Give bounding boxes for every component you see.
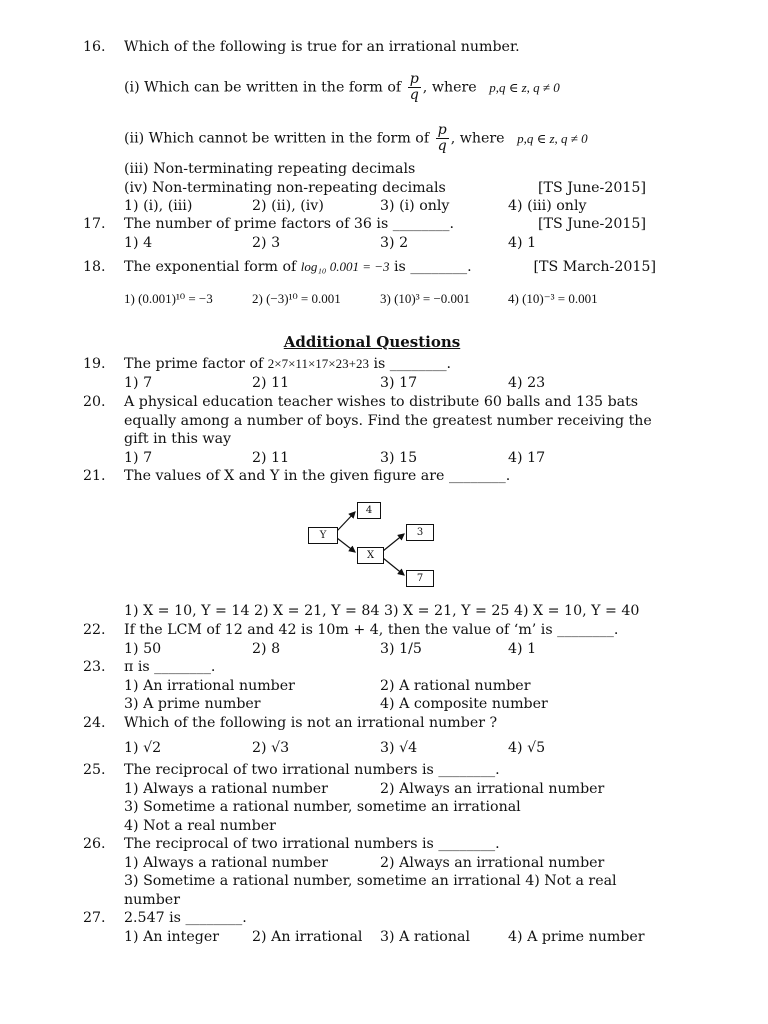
question-number: 27.: [83, 910, 106, 926]
question-stem: The reciprocal of two irrational numbers is ________.: [124, 762, 500, 778]
arrow-y-to-x: [337, 538, 355, 552]
question-stem: The reciprocal of two irrational numbers is ________.: [124, 836, 500, 852]
question-number: 18.: [83, 259, 106, 275]
option: 4) 1: [508, 234, 537, 251]
option: 1) (i), (iii): [124, 198, 193, 214]
statement-text: (ii) Which cannot be written in the form of: [124, 130, 430, 147]
math-expression: log₁₀ 0.001 = −3: [300, 259, 390, 274]
option: 2) 3: [252, 234, 281, 251]
option: 1) Always a rational number: [124, 854, 328, 871]
question-number: 20.: [83, 394, 106, 410]
option: 4) 1: [508, 640, 537, 657]
node-3: 3: [406, 524, 434, 541]
question-number: 17.: [83, 216, 106, 232]
option: 3) Sometime a rational number, sometime an irrational 4) Not a real: [124, 873, 617, 889]
option: 2) 11: [252, 374, 290, 391]
question-number: 23.: [83, 659, 106, 675]
options-row: [124, 197, 664, 216]
question-number: 26.: [83, 836, 106, 852]
option: 3) 17: [380, 374, 418, 391]
arrow-x-to-3: [383, 534, 404, 551]
question-stem: Which of the following is true for an irrational number.: [124, 39, 520, 55]
option: 1) 7: [124, 449, 153, 466]
arrow-x-to-7: [383, 558, 404, 575]
option: 1) An integer: [124, 928, 219, 945]
option: 1) Always a rational number: [124, 780, 328, 797]
option: 2) (ii), (iv): [252, 198, 324, 214]
condition-math: p,q ∈ z, q ≠ 0: [489, 79, 560, 95]
question-stem: π is ________.: [124, 659, 216, 675]
options-row: [124, 854, 664, 873]
question-stem: The values of X and Y in the given figure are ________.: [124, 468, 511, 484]
condition-math: p,q ∈ z, q ≠ 0: [517, 130, 588, 146]
option: 4) (10)⁻³ = 0.001: [508, 291, 598, 306]
option: 3) (i) only: [380, 198, 450, 214]
option: 3) A prime number: [124, 696, 261, 712]
question-number: 25.: [83, 762, 106, 778]
question-stem: A physical education teacher wishes to distribute 60 balls and 135 bats: [124, 394, 639, 410]
options-row: [124, 374, 664, 393]
option: 4) A composite number: [380, 696, 548, 712]
options-row: [124, 449, 664, 468]
question-stem: Which of the following is not an irrational number ?: [124, 715, 498, 731]
options-row: [124, 677, 664, 696]
option: 3) 15: [380, 449, 418, 466]
question-stem: 2.547 is ________.: [124, 910, 247, 926]
option: 2) A rational number: [380, 677, 531, 694]
option: 3) 2: [380, 234, 409, 251]
option: 1) √2: [124, 740, 162, 756]
fraction-p-over-q: $\frac{p}{q}$: [409, 71, 419, 103]
option: 4) 17: [508, 449, 546, 466]
node-7: 7: [406, 570, 434, 587]
option: 3) Sometime a rational number, sometime an irrational: [124, 799, 521, 815]
option: 4) A prime number: [508, 928, 645, 945]
fraction-p-over-q: $\frac{p}{q}$: [437, 122, 447, 154]
question-number: 22.: [83, 622, 106, 638]
exam-source: [TS June-2015]: [537, 179, 646, 196]
question-stem: The exponential form of: [124, 259, 297, 275]
option: number: [124, 891, 180, 908]
options-row: [124, 234, 664, 253]
option: 4) √5: [508, 740, 546, 756]
option: 1) 7: [124, 374, 153, 391]
option: 2) 11: [252, 449, 290, 466]
math-expression: 2×7×11×17×23+23: [267, 356, 369, 371]
question-number: 19.: [83, 356, 106, 372]
statement-text: (iv) Non-terminating non-repeating decimals: [124, 179, 446, 196]
question-stem: If the LCM of 12 and 42 is 10m + 4, then the value of ‘m’ is ________.: [124, 622, 619, 638]
option: 1) (0.001)¹⁰ = −3: [124, 291, 213, 306]
option: 3) 1/5: [380, 640, 422, 657]
question-stem: gift in this way: [124, 431, 232, 447]
options-row: 1) X = 10, Y = 14 2) X = 21, Y = 84 3) X = 21, Y = 25 4) X = 10, Y = 40: [124, 603, 640, 619]
options-row: [124, 640, 664, 659]
options-row: [124, 928, 664, 947]
arrow-y-to-4: [337, 512, 355, 531]
option: 1) 4: [124, 234, 153, 251]
statement-text: (iii) Non-terminating repeating decimals: [124, 161, 416, 177]
node-x: X: [357, 547, 384, 564]
node-y: Y: [308, 527, 338, 544]
exam-source: [TS March-2015]: [533, 259, 656, 275]
question-stem: equally among a number of boys. Find the greatest number receiving the: [124, 412, 652, 429]
option: 4) (iii) only: [508, 198, 587, 214]
question-page: 16. Which of the following is true for an irrational number. (i) Which can be written in the form of $\frac{p}{q}$ , where p,q ∈ z, q ≠ 0 (ii) Which cannot be written in the form of $\frac{p}{q}$ , where p,q ∈ z, q ≠ 0 (iii) Non-terminating repeating decimals (iv) Non-terminating non-repeating decimals [TS June-2015] 1) (i), (iii) 2) (ii), (iv) 3) (i) only 4) (iii) only 17. The number of prime factors of 36 is ________. [TS June-2015] 1) 4 2) 3 3) 2 4) 1 18. The exponential form of log₁₀ 0.001 = −3 is ________. [TS March-2015] 1) (0.001)¹⁰ = −3 2) (−3)¹⁰ = 0.001 3) (10)³ = −0.001 4) (10)⁻³ = 0.001 Additional Questions 19. The prime factor of 2×7×11×17×23+23 is ________. 1) 7 2) 11 3) 17 4) 23 20. A physical education teacher wishes to distribute 60 balls and 135 bats equally among a number of boys. Find the greatest number receiving the gift in this way 1) 7 2) 11 3) 15 4) 17 21. The values of X and Y in the given figure are ________. Y 4 X 3 7 1) X = 10, Y = 14 2) X = 21, Y = 84 3) X = 21, Y = 25 4) X = 10, Y = 40 22. If the LCM of 12 and 42 is 10m + 4, then the value of ‘m’ is ________. 1) 50 2) 8 3) 1/5 4) 1 23. π is ________. 1) An irrational number 2) A rational number 3) A prime number 4) A composite number 24. Which of the following is not an irrational number ? 1) √2 2) √3 3) √4 4) √5 25. The reciprocal of two irrational numbers is ________. 1) Always a rational number 2) Always an irrational number 3) Sometime a rational number, sometime an irrational 4) Not a real number 26. The reciprocal of two irrational numbers is ________. 1) Always a rational number 2) Always an irrational number 3) Sometime a rational number, sometime an irrational 4) Not a real number 27. 2.547 is ________. 1) An integer 2) An irrational 3) A rational 4) A prime number: [0, 0, 768, 1024]
option: 2) (−3)¹⁰ = 0.001: [252, 291, 341, 306]
option: 2) Always an irrational number: [380, 780, 605, 797]
option: 2) √3: [252, 740, 290, 756]
options-row: [124, 695, 664, 714]
question-number: 24.: [83, 715, 106, 731]
option: 1) 50: [124, 640, 162, 657]
factor-tree-diagram: [300, 495, 450, 595]
option: 3) √4: [380, 740, 418, 756]
option: 3) (10)³ = −0.001: [380, 291, 471, 306]
question-stem: The prime factor of: [124, 356, 264, 372]
question-number: 16.: [83, 39, 106, 55]
options-row: [124, 780, 664, 799]
options-row: [124, 290, 664, 309]
question-stem: The number of prime factors of 36 is ________.: [124, 216, 454, 232]
question-number: 21.: [83, 468, 106, 484]
option: 2) 8: [252, 640, 281, 657]
option: 1) An irrational number: [124, 677, 295, 694]
statement-text: (i) Which can be written in the form of: [124, 79, 402, 96]
options-row: [124, 739, 664, 758]
section-heading: Additional Questions: [283, 333, 461, 351]
option: 2) An irrational: [252, 928, 363, 945]
option: 3) A rational: [380, 928, 470, 945]
option: 2) Always an irrational number: [380, 854, 605, 871]
option: 4) 23: [508, 374, 546, 391]
exam-source: [TS June-2015]: [537, 216, 646, 232]
option: 4) Not a real number: [124, 817, 276, 834]
node-4: 4: [357, 502, 381, 519]
